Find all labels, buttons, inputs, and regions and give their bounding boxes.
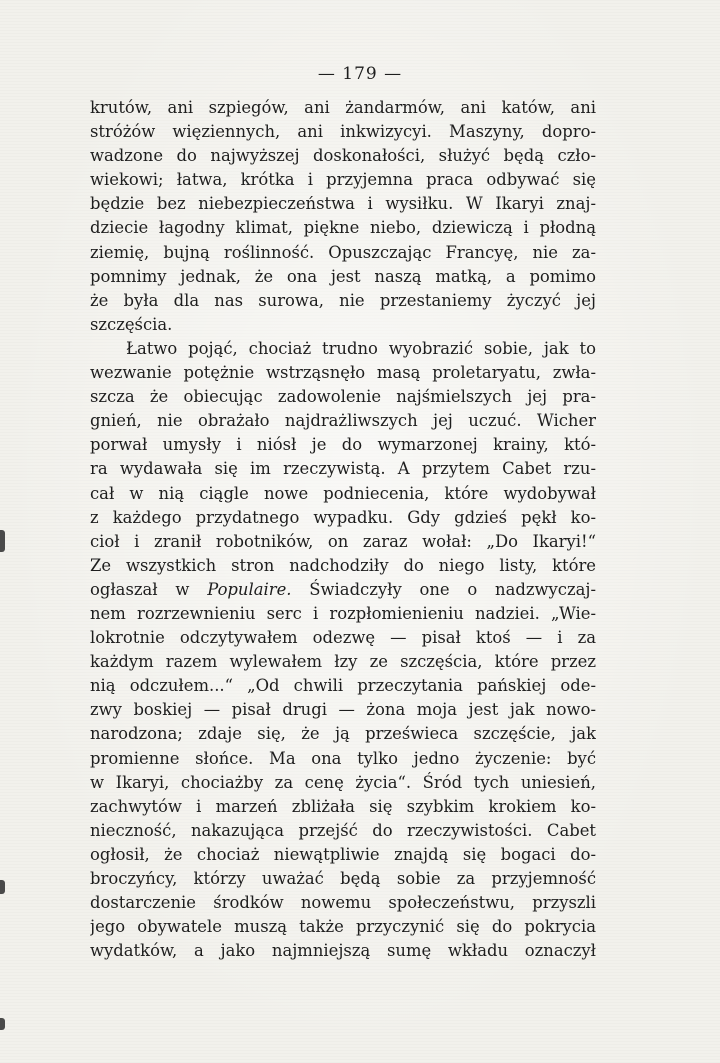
periodical-title: Populaire. (207, 579, 292, 599)
text-line: Ze wszystkich stron nadchodziły do niego listy, które (90, 555, 596, 575)
text-line: z każdego przydatnego wypadku. Gdy gdzieś pękł ko- (90, 507, 596, 527)
text-line: będzie bez niebezpieczeństwa i wysiłku. W Ikaryi znaj- (90, 194, 596, 214)
text-line: dziecie łagodny klimat, piękne niebo, dziewiczą i płodną (90, 218, 596, 238)
text-line: nem rozrzewnieniu serc i rozpłomienieniu nadziei. „Wie- (90, 603, 596, 623)
text-line: każdym razem wylewałem łzy ze szczęścia, które przez (90, 652, 596, 672)
text-line: lokrotnie odczytywałem odezwę — pisał ktoś — i za (90, 628, 596, 648)
text-line: szcza że obiecując zadowolenie najśmielszych jej pra- (90, 387, 596, 407)
text-line: Łatwo pojąć, chociaż trudno wyobrazić sobie, jak to (126, 338, 596, 358)
text-line: narodzona; zdaje się, że ją prześwieca szczęście, jak (90, 724, 596, 744)
text-line: krutów, ani szpiegów, ani żandarmów, ani katów, ani (90, 98, 596, 117)
text-segment: Świadczyły one o nadzwyczaj- (309, 579, 596, 599)
text-line: wydatków, a jako najmniejszą sumę wkładu oznaczył (90, 941, 596, 961)
text-line: nieczność, nakazująca przejść do rzeczywistości. Cabet (90, 820, 596, 840)
text-line: cał w nią ciągle nowe podniecenia, które wydobywał (90, 483, 596, 503)
text-line: ogłosił, że chociaż niewątpliwie znajdą się bogaci do- (90, 844, 596, 864)
text-line: stróżów więziennych, ani inkwizycyi. Maszyny, dopro- (90, 122, 596, 142)
text-line (90, 578, 596, 602)
text-line: pomnimy jednak, że ona jest naszą matką, a pomimo (90, 266, 596, 286)
text-line: cioł i zranił robotników, on zaraz wołał: „Do Ikaryi!“ (90, 531, 596, 551)
text-segment: ogłaszał w (90, 579, 190, 599)
text-line: ziemię, bujną roślinność. Opuszczając Francyę, nie za- (90, 242, 596, 262)
text-line: w Ikaryi, chociażby za cenę życia“. Śród tych uniesień, (90, 772, 596, 792)
text-line: promienne słońce. Ma ona tylko jedno życzenie: być (90, 748, 596, 768)
body-text (90, 96, 596, 963)
text-line: gnień, nie obrażało najdrażliwszych jej uczuć. Wicher (90, 411, 596, 431)
text-line: dostarczenie środków nowemu społeczeństwu, przyszli (90, 893, 596, 913)
page-edge-mark (0, 1018, 5, 1030)
text-line: zachwytów i marzeń zbliżała się szybkim krokiem ko- (90, 796, 596, 816)
text-line: szczęścia. (90, 314, 173, 334)
page-number: — 179 — (317, 64, 403, 84)
text-line: jego obywatele muszą także przyczynić się do pokrycia (90, 917, 596, 937)
text-line: ra wydawała się im rzeczywistą. A przytem Cabet rzu- (90, 459, 596, 479)
text-line: wadzone do najwyższej doskonałości, służyć będą czło- (90, 146, 596, 166)
text-line: zwy boskiej — pisał drugi — żona moja jest jak nowo- (90, 700, 596, 720)
text-line: nią odczułem...“ „Od chwili przeczytania pańskiej ode- (90, 676, 596, 696)
text-line: że była dla nas surowa, nie przestaniemy życzyć jej (90, 290, 596, 310)
text-line: wezwanie potężnie wstrząsnęło masą proletaryatu, zwła- (90, 363, 596, 383)
text-line: porwał umysły i niósł je do wymarzonej krainy, któ- (90, 435, 596, 455)
text-line: wiekowi; łatwa, krótka i przyjemna praca odbywać się (90, 170, 596, 190)
page-edge-mark (0, 880, 5, 894)
page-edge-mark (0, 530, 5, 552)
text-line: broczyńcy, którzy uważać będą sobie za przyjemność (90, 869, 596, 888)
